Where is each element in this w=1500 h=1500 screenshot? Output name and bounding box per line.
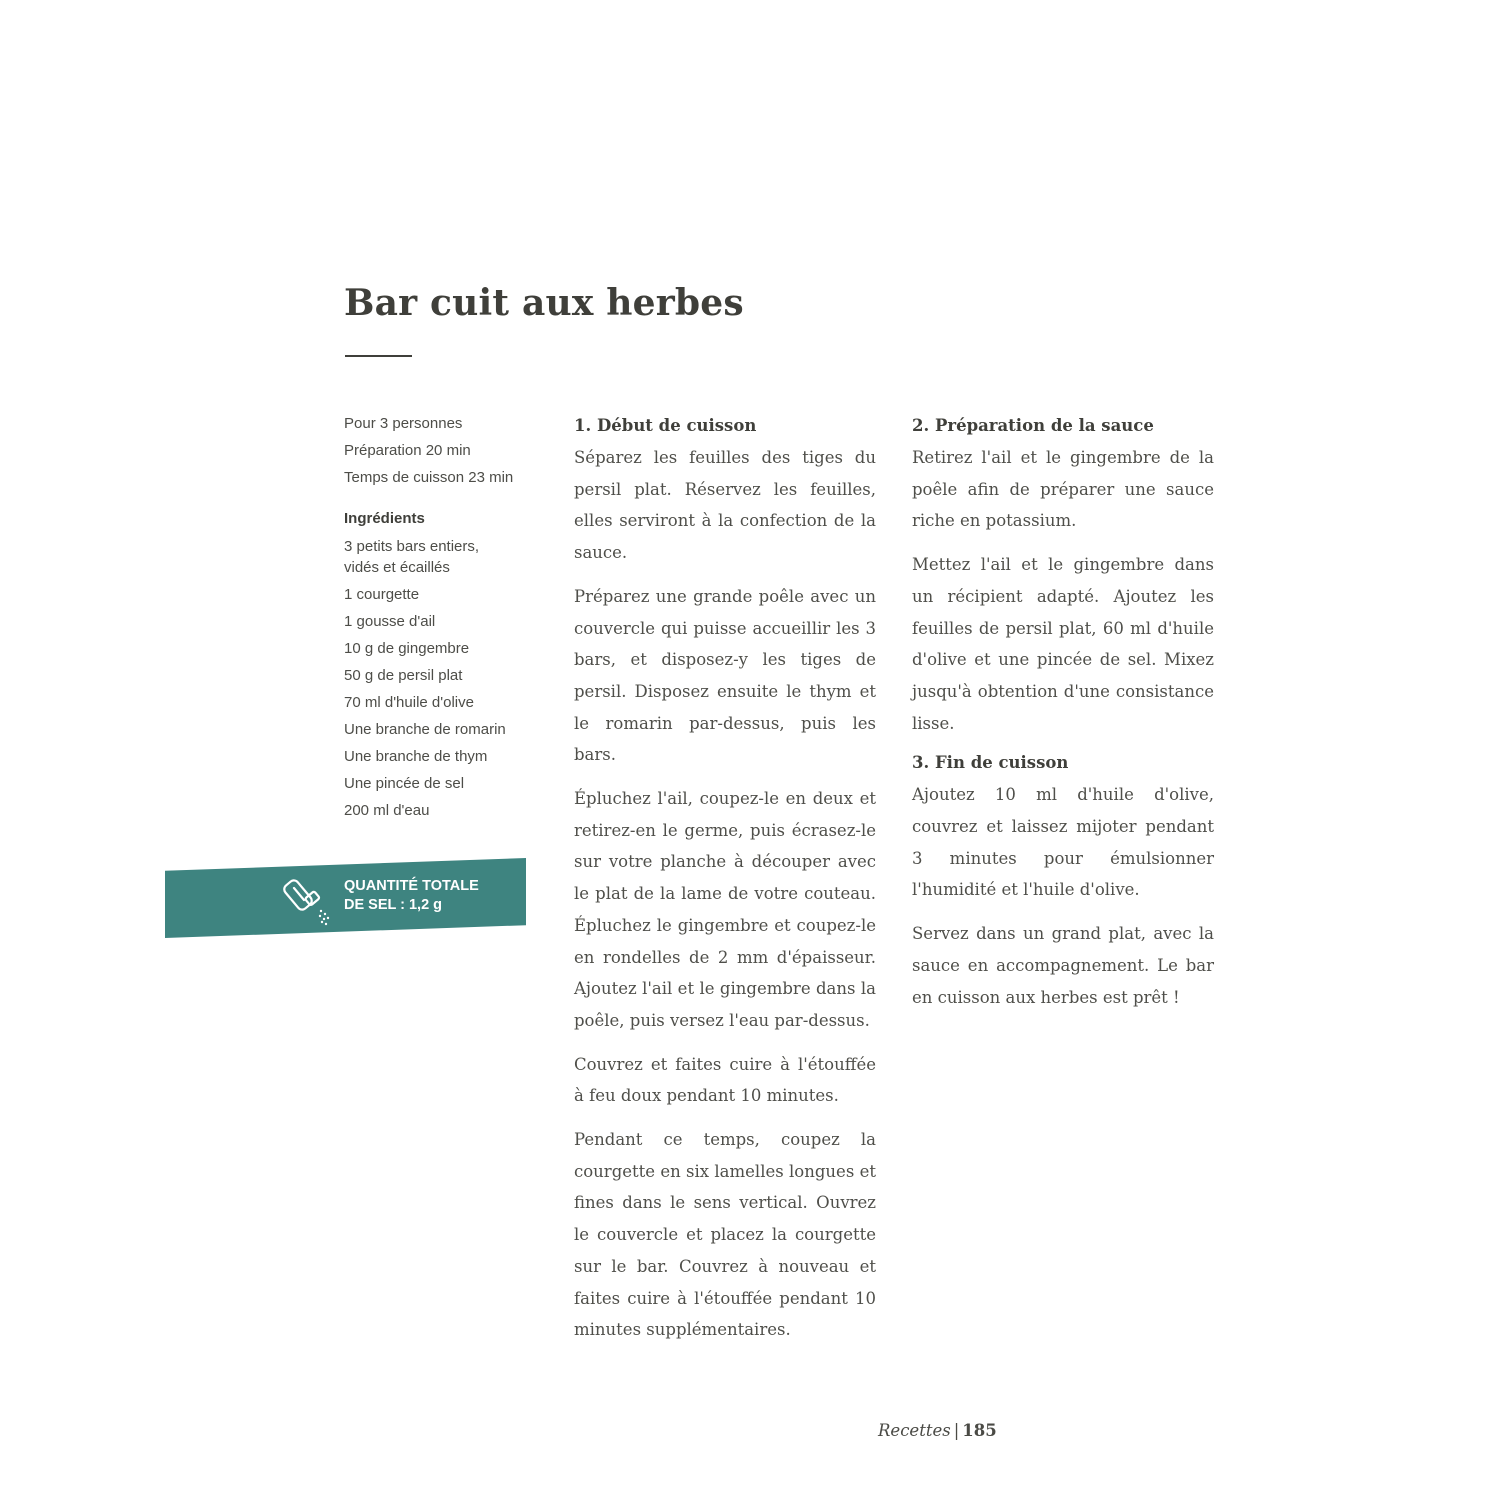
ingredients-list [344, 536, 544, 827]
step-2-paragraph: Retirez l'ail et le gingembre de la poêle afin de préparer une sauce riche en potassium. [912, 448, 1214, 531]
recipe-title: Bar cuit aux herbes [344, 282, 744, 324]
steps-column-1 [574, 414, 876, 1358]
ingredients-heading: Ingrédients [344, 510, 425, 527]
ingredient-item: Une pincée de sel [344, 775, 465, 792]
step-1-heading: 1. Début de cuisson [574, 416, 757, 435]
servings: Pour 3 personnes [344, 415, 463, 432]
step-2-heading: 2. Préparation de la sauce [912, 416, 1154, 435]
ingredient-item: 70 ml d'huile d'olive [344, 694, 474, 711]
step-3-heading: 3. Fin de cuisson [912, 753, 1069, 773]
step-1-paragraph: Préparez une grande poêle avec un couvercle qui puisse accueillir les 3 bars, et disposez-y les tiges de persil. Disposez ensuite le thym et le romarin par-dessus, puis les bars. [574, 586, 876, 765]
footer-section: Recettes [878, 1421, 951, 1440]
step-3-paragraph: Ajoutez 10 ml d'huile d'olive, couvrez et laissez mijoter pendant 3 minutes pour émulsionner l'humidité et l'huile d'olive. [912, 785, 1214, 900]
recipe-sidebar [344, 414, 544, 827]
step-1-paragraph: Pendant ce temps, coupez la courgette en six lamelles longues et fines dans le sens vertical. Ouvrez le couvercle et placez la courgette sur le bar. Couvrez à nouveau et faites cuire à l'étouffée pendant 10 minutes supplémentaires. [574, 1130, 876, 1340]
salt-label-line1: QUANTITÉ TOTALE [344, 878, 479, 894]
title-underline [345, 355, 412, 357]
ingredient-item: 1 gousse d'ail [344, 613, 436, 630]
ingredient-item: 50 g de persil plat [344, 667, 463, 684]
step-1-paragraph: Couvrez et faites cuire à l'étouffée à feu doux pendant 10 minutes. [574, 1054, 876, 1106]
page-number: 185 [962, 1421, 997, 1440]
salt-shaker-icon [282, 874, 332, 926]
cook-time: Temps de cuisson 23 min [344, 469, 514, 486]
ingredient-item: 200 ml d'eau [344, 802, 430, 819]
ingredient-item: 1 courgette [344, 586, 420, 603]
step-1-paragraph: Séparez les feuilles des tiges du persil plat. Réservez les feuilles, elles serviront à la confection de la sauce. [574, 448, 876, 563]
step-1-paragraph: Épluchez l'ail, coupez-le en deux et retirez-en le germe, puis écrasez-le sur votre planche à découper avec le plat de la lame de votre couteau. Épluchez le gingembre et coupez-le en rondelles de 2 mm d'épaisseur. Ajoutez l'ail et le gingembre dans la poêle, puis versez l'eau par-dessus. [574, 789, 876, 1030]
prep-time: Préparation 20 min [344, 442, 471, 459]
ingredient-item: Une branche de thym [344, 748, 488, 765]
steps-column-2 [912, 414, 1214, 1025]
salt-label-line2: DE SEL : 1,2 g [344, 897, 443, 913]
step-3-paragraph: Servez dans un grand plat, avec la sauce en accompagnement. Le bar en cuisson aux herbes est prêt ! [912, 924, 1214, 1007]
ingredient-item: 3 petits bars entiers, vidés et écaillés [344, 538, 480, 576]
footer-separator: | [953, 1421, 960, 1440]
ingredient-item: Une branche de romarin [344, 721, 506, 738]
step-2-paragraph: Mettez l'ail et le gingembre dans un récipient adapté. Ajoutez les feuilles de persil plat, 60 ml d'huile d'olive et une pincée de sel. Mixez jusqu'à obtention d'une consistance lisse. [912, 555, 1214, 733]
ingredient-item: 10 g de gingembre [344, 640, 470, 657]
page-footer [878, 1421, 997, 1440]
salt-total-label [344, 877, 479, 915]
